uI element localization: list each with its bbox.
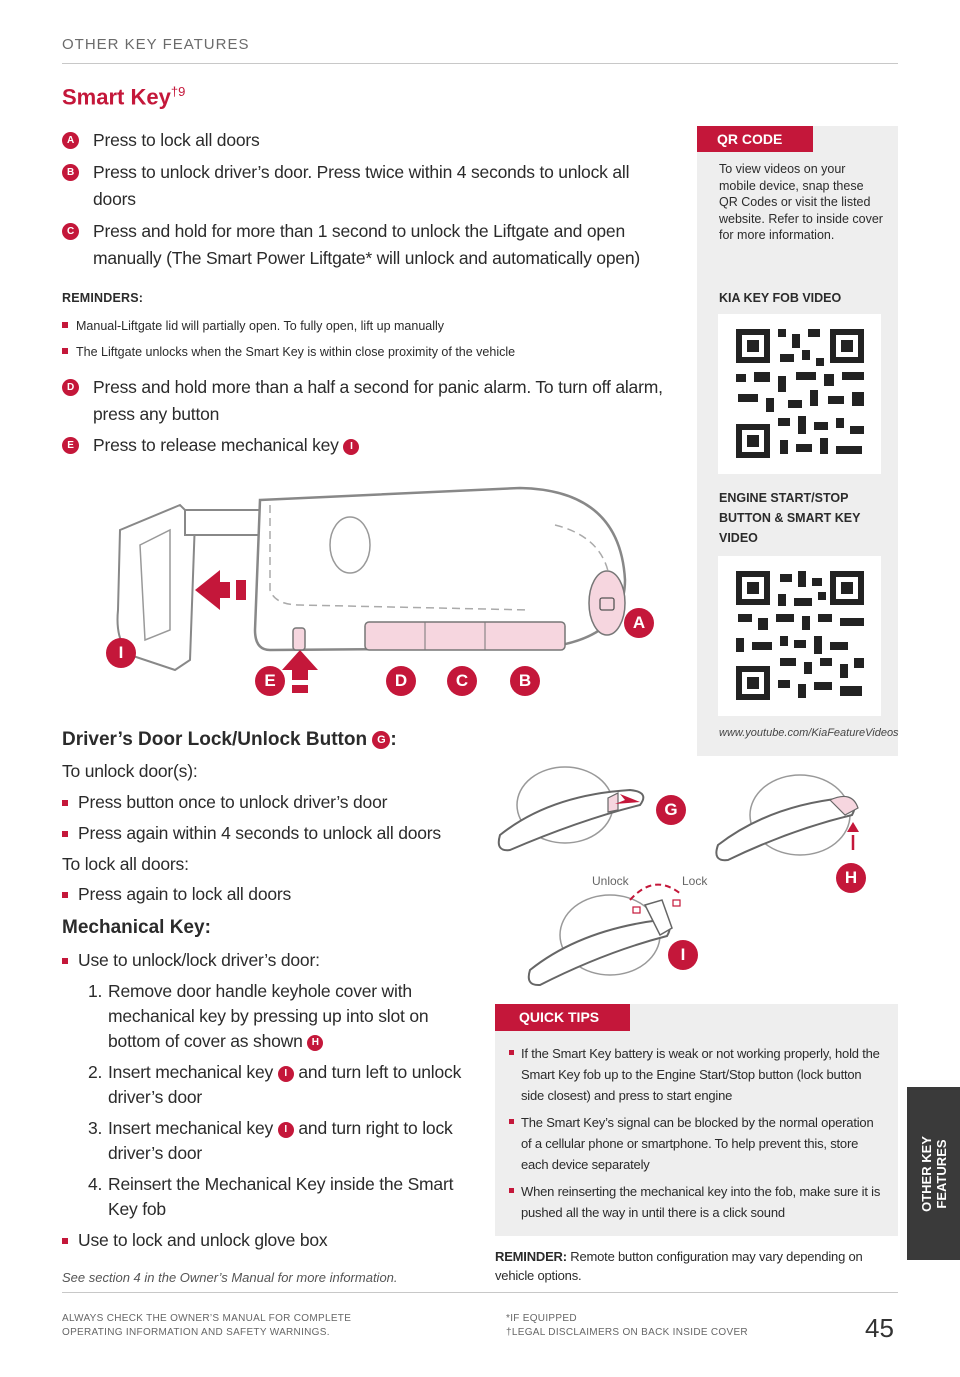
step-text: Insert mechanical key <box>108 1118 274 1138</box>
page-title <box>62 84 185 110</box>
footer-line: †LEGAL DISCLAIMERS ON BACK INSIDE COVER <box>506 1327 748 1338</box>
step-text: Reinsert the Mechanical Key inside the Smart Key fob <box>108 1174 454 1219</box>
badge-i-ref: I <box>278 1122 294 1138</box>
label-h: H <box>836 863 866 893</box>
item-text: Press to lock all doors <box>93 130 260 150</box>
tip-item <box>509 1112 884 1175</box>
quick-tips-list <box>509 1043 884 1229</box>
step-text: and turn left to unlock driver’s door <box>108 1062 462 1107</box>
qr-code-icon <box>718 314 881 474</box>
label-a: A <box>624 608 654 638</box>
footer-line: ALWAYS CHECK THE OWNER’S MANUAL FOR COMPLETE <box>62 1313 352 1324</box>
bullet-icon <box>509 1050 514 1055</box>
unlock-label: To unlock door(s): <box>62 761 198 781</box>
mechanical-step-1 <box>88 979 478 1054</box>
mechanical-item <box>62 947 482 974</box>
heading-colon: : <box>390 729 397 750</box>
mechanical-step-3 <box>88 1116 478 1166</box>
tip-text: When reinserting the mechanical key into the fob, make sure it is pushed all the way in until there is a click sound <box>521 1184 881 1220</box>
section-side-tab[interactable] <box>907 1087 960 1260</box>
header-divider <box>62 63 898 64</box>
footer-warning <box>62 1312 351 1340</box>
mechanical-item-text: Use to unlock/lock driver’s door: <box>78 950 320 970</box>
mechanical-step-2 <box>88 1060 478 1110</box>
footer-line: *IF EQUIPPED <box>506 1313 577 1324</box>
step-text-wrap <box>108 1060 478 1110</box>
unlock-item <box>62 789 482 816</box>
bullet-icon <box>62 892 68 898</box>
list-item-c <box>62 218 672 272</box>
see-section-note: See section 4 in the Owner’s Manual for more information. <box>62 1270 398 1285</box>
list-item-b <box>62 159 672 213</box>
lock-label: To lock all doors: <box>62 854 189 874</box>
badge-b: B <box>62 164 79 181</box>
reminder-item <box>62 313 662 339</box>
tip-text: If the Smart Key battery is weak or not working properly, hold the Smart Key fob up to the Engine Start/Stop button (lock button side closest) and press to start engine <box>521 1046 880 1103</box>
label-i: I <box>668 940 698 970</box>
remote-reminder <box>495 1247 895 1285</box>
mechanical-key-heading: Mechanical Key: <box>62 917 211 938</box>
footer-disclaimer <box>506 1312 748 1340</box>
list-item-e <box>62 432 672 459</box>
step-number: 2. <box>88 1062 103 1082</box>
qr-video2-heading: ENGINE START/STOP BUTTON & SMART KEY VIDEO <box>719 491 861 545</box>
qr-code-key-fob[interactable] <box>718 314 881 474</box>
tip-text: The Smart Key’s signal can be blocked by the normal operation of a cellular phone or smartphone. To help prevent this, store each device separately <box>521 1115 874 1172</box>
step-text: Remove door handle keyhole cover with mechanical key by pressing up into slot on bottom of cover as shown <box>108 981 429 1051</box>
label-i: I <box>106 638 136 668</box>
footer-divider <box>62 1292 898 1293</box>
bullet-icon <box>62 322 68 328</box>
list-item-a <box>62 127 672 154</box>
unlock-item-text: Press button once to unlock driver’s door <box>78 792 388 812</box>
badge-i-ref: I <box>278 1066 294 1082</box>
reminder-text: Manual-Liftgate lid will partially open. To fully open, lift up manually <box>76 319 445 333</box>
door-lock-heading <box>62 729 397 751</box>
qr-intro-text: To view videos on your mobile device, snap these QR Codes or visit the listed website. Refer to inside cover for more information. <box>719 162 883 242</box>
badge-d: D <box>62 379 79 396</box>
label-b: B <box>510 666 540 696</box>
step-text: and turn right to lock driver’s door <box>108 1118 453 1163</box>
bullet-icon <box>62 348 68 354</box>
label-c: C <box>447 666 477 696</box>
bullet-icon <box>509 1119 514 1124</box>
bullet-icon <box>62 1238 68 1244</box>
badge-h-ref: H <box>307 1035 323 1051</box>
label-e: E <box>255 666 285 696</box>
qr-code-icon <box>718 556 881 716</box>
badge-a: A <box>62 132 79 149</box>
item-text-wrap <box>93 432 672 459</box>
lock-caption: Lock <box>682 874 708 888</box>
reminder-text: Remote button configuration may vary depending on vehicle options. <box>495 1249 863 1283</box>
reminder-text: The Liftgate unlocks when the Smart Key is within close proximity of the vehicle <box>76 345 516 359</box>
qr-video1-heading: KIA KEY FOB VIDEO <box>719 291 842 305</box>
unlock-caption: Unlock <box>592 874 629 888</box>
mechanical-item-text: Use to lock and unlock glove box <box>78 1230 328 1250</box>
door-lock-heading-text: Driver’s Door Lock/Unlock Button <box>62 729 368 750</box>
side-tab-line: FEATURES <box>933 1138 949 1209</box>
step-number: 3. <box>88 1118 103 1138</box>
page-number: 45 <box>865 1313 894 1343</box>
list-item-d <box>62 374 672 428</box>
lock-item-text: Press again to lock all doors <box>78 884 292 904</box>
page-title-text: Smart Key <box>62 84 171 110</box>
unlock-item-text: Press again within 4 seconds to unlock all doors <box>78 823 441 843</box>
tip-item <box>509 1181 884 1223</box>
section-header: OTHER KEY FEATURES <box>62 36 250 53</box>
item-text: Press and hold more than a half a second for panic alarm. To turn off alarm, press any button <box>93 377 663 424</box>
side-tab-label <box>919 1136 949 1212</box>
reminder-item <box>62 339 662 365</box>
badge-c: C <box>62 223 79 240</box>
side-tab-line: OTHER KEY <box>918 1135 934 1212</box>
badge-i-ref: I <box>343 439 359 455</box>
mechanical-item <box>62 1227 482 1254</box>
bullet-icon <box>62 831 68 837</box>
mechanical-step-4 <box>88 1172 478 1222</box>
qr-code-tab: QR CODE <box>697 126 813 152</box>
step-number: 4. <box>88 1174 103 1194</box>
quick-tips-tab: QUICK TIPS <box>495 1004 630 1031</box>
label-d: D <box>386 666 416 696</box>
bullet-icon <box>62 800 68 806</box>
step-text-wrap <box>108 1116 478 1166</box>
video-url-link[interactable]: www.youtube.com/KiaFeatureVideos <box>719 727 899 739</box>
label-g: G <box>656 795 686 825</box>
reminders-heading: REMINDERS: <box>62 291 144 305</box>
tip-item <box>509 1043 884 1106</box>
step-number: 1. <box>88 981 103 1001</box>
lock-item <box>62 881 482 908</box>
footer-line: OPERATING INFORMATION AND SAFETY WARNINGS. <box>62 1327 330 1338</box>
item-text: Press to unlock driver’s door. Press twice within 4 seconds to unlock all doors <box>93 162 630 209</box>
reminders-list <box>62 313 662 365</box>
bullet-icon <box>509 1188 514 1193</box>
item-text: Press to release mechanical key <box>93 435 339 455</box>
step-text: Insert mechanical key <box>108 1062 274 1082</box>
unlock-item <box>62 820 482 847</box>
reminder-label: REMINDER: <box>495 1249 567 1264</box>
title-superscript: †9 <box>170 84 186 99</box>
item-text: Press and hold for more than 1 second to unlock the Liftgate and open manually (The Smart Power Liftgate* will unlock and automatically open) <box>93 221 641 268</box>
badge-e: E <box>62 437 79 454</box>
door-handle-illustrations <box>490 760 910 990</box>
step-text-wrap <box>108 979 478 1054</box>
bullet-icon <box>62 958 68 964</box>
qr-code-engine-start[interactable] <box>718 556 881 716</box>
badge-g-ref: G <box>372 731 390 749</box>
smart-key-illustration <box>100 470 660 710</box>
smart-key-drawing <box>100 470 660 710</box>
